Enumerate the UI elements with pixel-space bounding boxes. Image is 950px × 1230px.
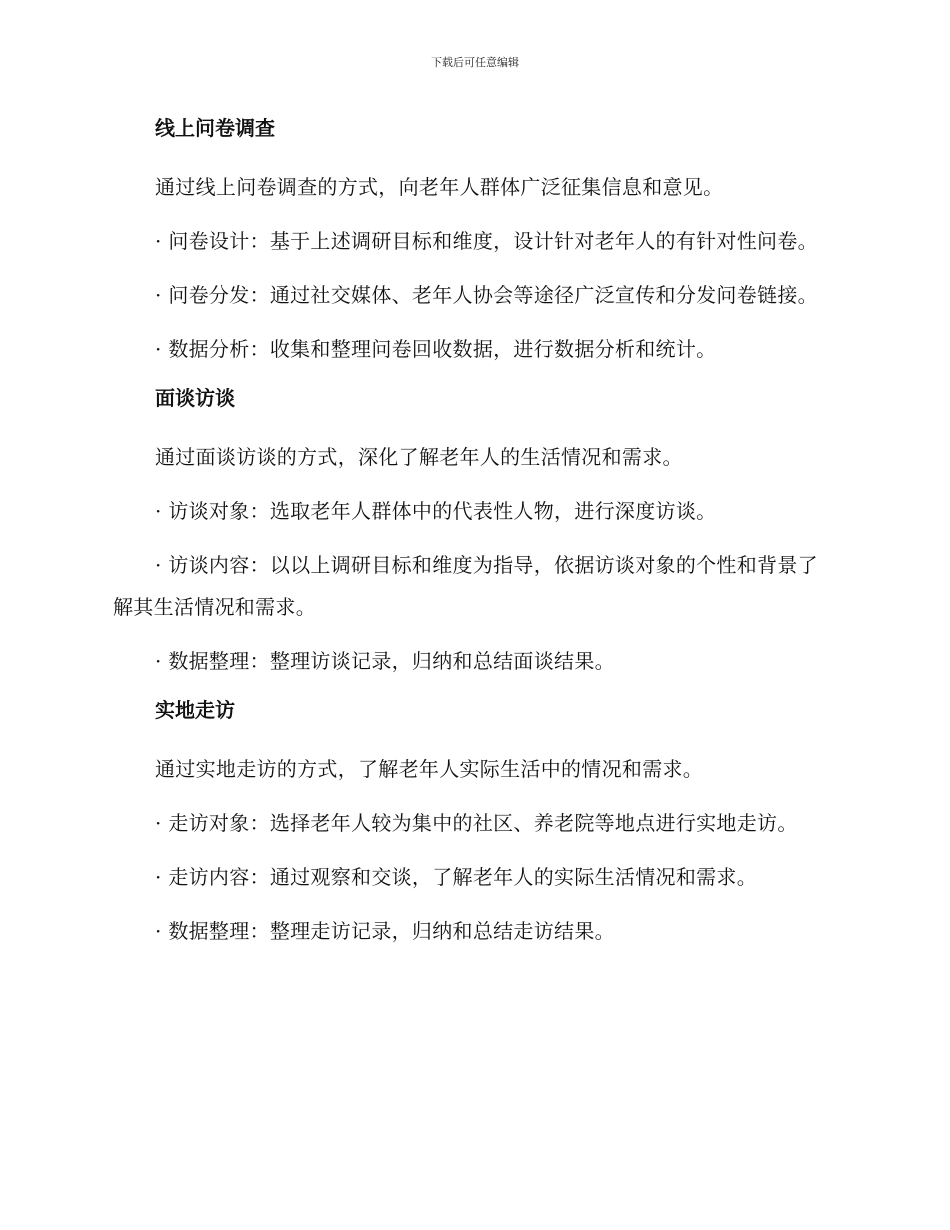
bullet-item: · 问卷设计：基于上述调研目标和维度，设计针对老年人的有针对性问卷。 bbox=[155, 229, 818, 253]
section-heading-field-visit: 实地走访 bbox=[155, 698, 235, 722]
section-intro: 通过面谈访谈的方式，深化了解老年人的生活情况和需求。 bbox=[155, 445, 683, 469]
document-body bbox=[113, 112, 825, 964]
section-heading-online-survey: 线上问卷调查 bbox=[155, 116, 275, 140]
bullet-item: · 问卷分发：通过社交媒体、老年人协会等途径广泛宣传和分发问卷链接。 bbox=[155, 283, 818, 307]
bullet-item: · 访谈内容：以以上调研目标和维度为指导，依据访谈对象的个性和背景了解其生活情况和需求。 bbox=[113, 553, 818, 619]
bullet-item: · 数据整理：整理走访记录，归纳和总结走访结果。 bbox=[155, 919, 615, 943]
bullet-item: · 走访内容：通过观察和交谈，了解老年人的实际生活情况和需求。 bbox=[155, 865, 758, 889]
page-header: 下载后可任意编辑 bbox=[431, 56, 519, 69]
section-intro: 通过实地走访的方式，了解老年人实际生活中的情况和需求。 bbox=[155, 757, 704, 781]
bullet-item: · 走访对象：选择老年人较为集中的社区、养老院等地点进行实地走访。 bbox=[155, 811, 798, 835]
bullet-item: · 访谈对象：选取老年人群体中的代表性人物，进行深度访谈。 bbox=[155, 499, 717, 523]
section-intro: 通过线上问卷调查的方式，向老年人群体广泛征集信息和意见。 bbox=[155, 175, 724, 199]
bullet-item: · 数据分析：收集和整理问卷回收数据，进行数据分析和统计。 bbox=[155, 337, 717, 361]
bullet-item: · 数据整理：整理访谈记录，归纳和总结面谈结果。 bbox=[155, 649, 615, 673]
section-heading-interview: 面谈访谈 bbox=[155, 386, 235, 410]
